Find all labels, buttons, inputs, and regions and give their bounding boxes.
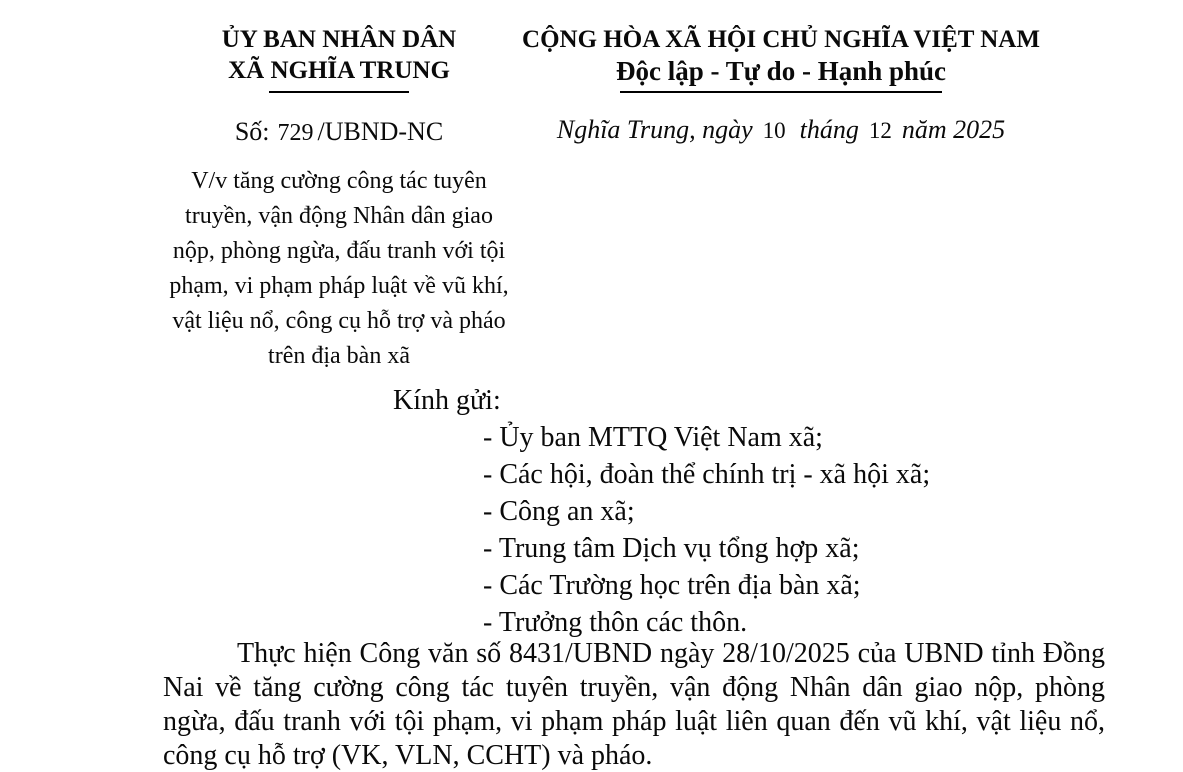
document-number-label: Số: [234, 117, 270, 146]
national-motto-underline [620, 91, 942, 93]
document-number-suffix: /UBND-NC [317, 117, 444, 146]
national-header-block [521, 24, 1041, 146]
recipients-list [483, 419, 930, 641]
document-subject: V/v tăng cường công tác tuyên truyền, vận động Nhân dân giao nộp, phòng ngừa, đấu tranh với tội phạm, vi phạm pháp luật về vũ khí, vật liệu nổ, công cụ hỗ trợ và pháo trên địa bàn xã [169, 168, 509, 369]
issuer-name-line1: ỦY BAN NHÂN DÂN [221, 26, 457, 53]
dateline [521, 115, 1041, 146]
body-paragraph: Thực hiện Công văn số 8431/UBND ngày 28/10/2025 của UBND tỉnh Đồng Nai về tăng cường công tác tuyên truyền, vận động Nhân dân giao nộp, phòng ngừa, đấu tranh với tội phạm, vi phạm pháp luật liên quan đến vũ khí, vật liệu nổ, công cụ hỗ trợ (VK, VLN, CCHT) và pháo. [163, 638, 1105, 771]
national-header-line1: CỘNG HÒA XÃ HỘI CHỦ NGHĨA VIỆT NAM [522, 26, 1040, 53]
issuer-block [166, 24, 512, 374]
national-motto: Độc lập - Tự do - Hạnh phúc [615, 56, 947, 86]
dateline-month-value: 12 [868, 118, 892, 143]
document-number-line [166, 117, 512, 148]
recipient-item: - Ủy ban MTTQ Việt Nam xã; [483, 422, 823, 453]
recipient-item: - Trung tâm Dịch vụ tổng hợp xã; [483, 533, 860, 564]
issuer-underline [269, 91, 409, 93]
issuer-name-line2: XÃ NGHĨA TRUNG [228, 57, 450, 84]
recipient-item: - Các Trường học trên địa bàn xã; [483, 570, 861, 601]
salutation: Kính gửi: [393, 385, 501, 416]
document-number-value: 729 [277, 120, 314, 146]
recipient-item: - Các hội, đoàn thể chính trị - xã hội xã; [483, 459, 931, 490]
dateline-place: Nghĩa Trung, ngày [556, 115, 753, 144]
recipient-item: - Công an xã; [483, 496, 635, 527]
recipient-item: - Trưởng thôn các thôn. [483, 607, 748, 638]
dateline-day-value: 10 [762, 118, 786, 143]
dateline-year-label: năm 2025 [901, 115, 1006, 144]
dateline-month-label: tháng [799, 115, 859, 144]
